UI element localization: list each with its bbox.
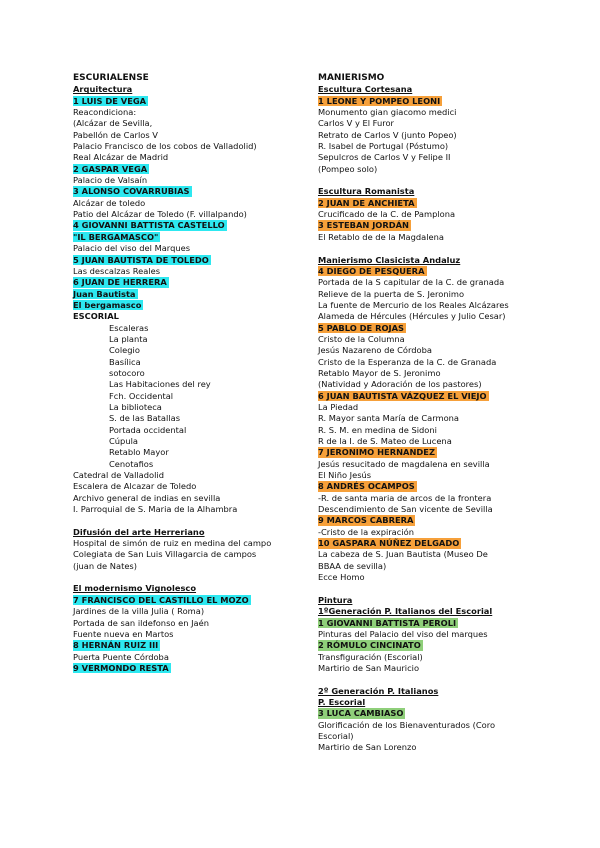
escorial-item: Cúpula xyxy=(109,436,138,446)
work-line: El Niño Jesús xyxy=(318,470,372,481)
heading-primera-generacion: 1ºGeneración P. Italianos del Escorial xyxy=(318,606,493,617)
heading-difusion: Difusión del arte Herreriano xyxy=(73,526,205,537)
work-line: Carlos V y El Furor xyxy=(318,118,394,129)
artist-pablo-de-rojas: 5 PABLO DE ROJAS xyxy=(318,322,405,333)
artist-juan-de-herrera: 6 JUAN DE HERRERA xyxy=(73,277,167,288)
heading-vignolesco: El modernismo Vignolesco xyxy=(73,583,197,594)
work-line: Martirio de San Lorenzo xyxy=(318,742,417,753)
work-line: Monumento gian giacomo medici xyxy=(318,107,457,118)
work-line: Cristo de la Esperanza de la C. de Granada xyxy=(318,356,497,367)
work-line: I. Parroquial de S. Maria de la Alhambra xyxy=(73,504,238,515)
escorial-item: La biblioteca xyxy=(109,401,162,412)
artist-gaspar-vega: 2 GASPAR VEGA xyxy=(73,163,148,174)
escorial-item: Fch. Occidental xyxy=(109,390,174,401)
artist-luis-de-vega: 1 LUIS DE VEGA xyxy=(73,95,147,106)
artist-romulo-cincinato: 2 RÓMULO CINCINATO xyxy=(318,640,421,651)
work-line: Portada de la S capitular de la C. de granada xyxy=(318,277,505,288)
work-line: (Natividad y Adoración de los pastores) xyxy=(318,379,482,390)
artist-juan-de-anchieta: 2 JUAN DE ANCHIETA xyxy=(318,197,415,208)
work-line: -Cristo de la expiración xyxy=(318,526,414,537)
artist-hernan-ruiz: 8 HERNÁN RUIZ III xyxy=(73,640,159,651)
work-line: Alameda de Hércules (Hércules y Julio Cesar) xyxy=(318,311,506,322)
work-line: -R. de santa maria de arcos de la frontera xyxy=(318,492,492,503)
work-line: Palacio Francisco de los cobos de Valladolid) xyxy=(73,141,257,152)
escorial-item: Escaleras xyxy=(109,322,149,333)
work-line: Pinturas del Palacio del viso del marques xyxy=(318,628,488,639)
escorial-item: S. de las Batallas xyxy=(109,413,181,424)
artist-juan-bautista: Juan Bautista xyxy=(73,288,136,299)
work-line: (Alcázar de Sevilla, xyxy=(73,118,153,129)
artist-nunez-delgado: 10 GASPARA NÚÑEZ DELGADO xyxy=(318,538,460,549)
artist-castillo-el-mozo: 7 FRANCISCO DEL CASTILLO EL MOZO xyxy=(73,594,249,605)
artist-leoni: 1 LEONE Y POMPEO LEONI xyxy=(318,95,441,106)
work-line: Colegiata de San Luis Villagarcia de campos xyxy=(73,549,257,560)
artist-jeronimo-hernandez: 7 JERONIMO HERNANDEZ xyxy=(318,447,435,458)
work-line: Jesús Nazareno de Córdoba xyxy=(318,345,432,356)
escorial-item: sotocoro xyxy=(109,367,145,378)
work-line: La Piedad xyxy=(318,401,359,412)
artist-castello-alias: "IL BERGAMASCO" xyxy=(73,231,159,242)
work-line: Reacondiciona: xyxy=(73,107,137,118)
artist-el-bergamasco: El bergamasco xyxy=(73,299,142,310)
escorial-label: ESCORIAL xyxy=(73,311,119,322)
work-line: Retablo Mayor de S. Jeronimo xyxy=(318,367,441,378)
artist-esteban-jordan: 3 ESTEBAN JORDÁN xyxy=(318,220,409,231)
work-line: Catedral de Valladolid xyxy=(73,470,164,481)
work-line: Jardines de la villa Julia ( Roma) xyxy=(73,606,205,617)
work-line: Martirio de San Mauricio xyxy=(318,662,420,673)
work-line: El Retablo de de la Magdalena xyxy=(318,231,444,242)
work-line: Real Alcázar de Madrid xyxy=(73,152,169,163)
work-line: Palacio del viso del Marques xyxy=(73,243,191,254)
artist-marcos-cabrera: 9 MARCOS CABRERA xyxy=(318,515,414,526)
artist-juan-bautista-de-toledo: 5 JUAN BAUTISTA DE TOLEDO xyxy=(73,254,209,265)
artist-andres-ocampos: 8 ANDRÉS OCAMPOS xyxy=(318,481,415,492)
work-line: Crucificado de la C. de Pamplona xyxy=(318,209,456,220)
heading-arquitectura: Arquitectura xyxy=(73,84,133,95)
section-title-manierismo: MANIERISMO xyxy=(318,73,385,83)
work-line: Descendimiento de San vicente de Sevilla xyxy=(318,504,493,515)
work-line: Archivo general de indias en sevilla xyxy=(73,492,221,503)
escorial-item: Colegio xyxy=(109,345,140,356)
artist-alonso-covarrubias: 3 ALONSO COVARRUBIAS xyxy=(73,186,190,197)
work-line: (juan de Nates) xyxy=(73,560,137,571)
heading-romanista: Escultura Romanista xyxy=(318,186,415,197)
work-line: Patio del Alcázar de Toledo (F. villalpando) xyxy=(73,209,247,220)
work-line: Ecce Homo xyxy=(318,572,365,583)
artist-luca-cambiaso: 3 LUCA CAMBIASO xyxy=(318,708,404,719)
heading-cortesana: Escultura Cortesana xyxy=(318,84,413,95)
work-line: R. Isabel de Portugal (Póstumo) xyxy=(318,141,449,152)
heading-segunda-generacion: 2º Generación P. Italianos xyxy=(318,685,439,696)
work-line: Las descalzas Reales xyxy=(73,265,161,276)
work-line: La cabeza de S. Juan Bautista (Museo De xyxy=(318,549,488,560)
work-line: Puerta Puente Córdoba xyxy=(73,651,169,662)
work-line: Jesús resucitado de magdalena en sevilla xyxy=(318,458,490,469)
work-line: Hospital de simón de ruiz en medina del campo xyxy=(73,538,272,549)
work-line: Escalera de Alcazar de Toledo xyxy=(73,481,197,492)
work-line: Glorificación de los Bienaventurados (Coro xyxy=(318,719,496,730)
escorial-item: Basílica xyxy=(109,356,141,367)
work-line: R. S. M. en medina de Sidoni xyxy=(318,424,437,435)
artist-vermondo-resta: 9 VERMONDO RESTA xyxy=(73,662,169,673)
work-line: La fuente de Mercurio de los Reales Alcázares xyxy=(318,299,509,310)
right-column xyxy=(318,73,588,754)
work-line: R. Mayor santa María de Carmona xyxy=(318,413,459,424)
artist-castello: 4 GIOVANNI BATTISTA CASTELLO xyxy=(73,220,225,231)
work-line: (Pompeo solo) xyxy=(318,163,378,174)
heading-p-escorial: P. Escorial xyxy=(318,696,366,707)
escorial-item: Portada occidental xyxy=(109,424,187,435)
escorial-item: Las Habitaciones del rey xyxy=(109,379,211,390)
work-line: Fuente nueva en Martos xyxy=(73,628,174,639)
artist-vazquez-el-viejo: 6 JUAN BAUTISTA VÁZQUEZ EL VIEJO xyxy=(318,390,487,401)
artist-peroli: 1 GIOVANNI BATTISTA PEROLI xyxy=(318,617,457,628)
work-line: Escorial) xyxy=(318,730,354,741)
escorial-item: Cenotafios xyxy=(109,458,154,469)
work-line: BBAA de sevilla) xyxy=(318,560,387,571)
work-line: Cristo de la Columna xyxy=(318,333,405,344)
artist-diego-de-pesquera: 4 DIEGO DE PESQUERA xyxy=(318,265,425,276)
section-title-escurialense: ESCURIALENSE xyxy=(73,73,149,83)
work-line: R de la I. de S. Mateo de Lucena xyxy=(318,436,452,446)
work-line: Pabellón de Carlos V xyxy=(73,129,158,140)
work-line: Alcázar de toledo xyxy=(73,197,146,208)
work-line: Transfiguración (Escorial) xyxy=(318,651,423,662)
left-column xyxy=(73,73,308,674)
escorial-item: Retablo Mayor xyxy=(109,447,169,458)
heading-pintura: Pintura xyxy=(318,594,353,605)
work-line: Retrato de Carlos V (junto Popeo) xyxy=(318,129,457,140)
work-line: Palacio de Valsaín xyxy=(73,175,148,186)
work-line: Portada de san ildefonso en Jaén xyxy=(73,617,209,628)
escorial-item: La planta xyxy=(109,333,148,344)
heading-andaluz: Manierismo Clasicista Andaluz xyxy=(318,254,461,265)
work-line: Sepulcros de Carlos V y Felipe II xyxy=(318,152,451,163)
work-line: Relieve de la puerta de S. Jeronimo xyxy=(318,288,465,299)
